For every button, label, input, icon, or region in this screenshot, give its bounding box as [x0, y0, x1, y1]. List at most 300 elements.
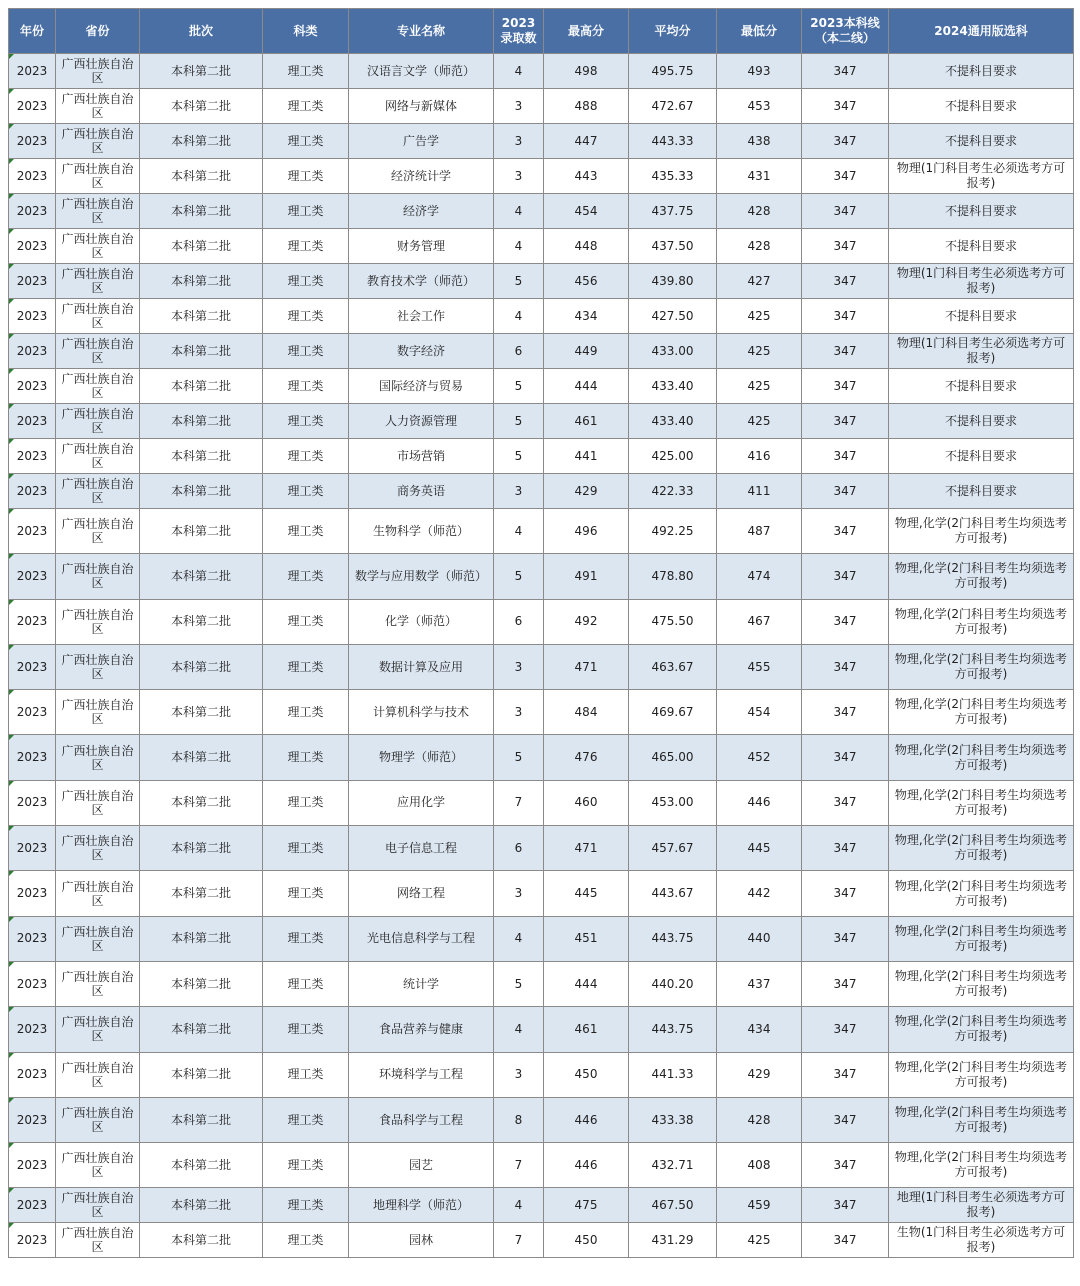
header-category: 科类: [263, 9, 349, 54]
cell-batch: 本科第二批: [140, 871, 263, 916]
table-row: [9, 1052, 1074, 1097]
cell-avg-score: 457.67: [629, 826, 717, 871]
header-avg-score: 平均分: [629, 9, 717, 54]
cell-category: 理工类: [263, 644, 349, 689]
cell-subject-requirement: 物理,化学(2门科目考生均须选考方可报考): [889, 509, 1074, 554]
cell-province: 广西壮族自治区: [56, 54, 140, 89]
cell-year: 2023: [9, 54, 56, 89]
cell-admitted-count: 5: [494, 439, 544, 474]
cell-admitted-count: 3: [494, 124, 544, 159]
cell-year: 2023: [9, 1143, 56, 1188]
table-row: [9, 439, 1074, 474]
cell-category: 理工类: [263, 1223, 349, 1258]
cell-cutoff-line: 347: [802, 961, 889, 1006]
cell-avg-score: 440.20: [629, 961, 717, 1006]
cell-year: 2023: [9, 735, 56, 780]
cell-province: 广西壮族自治区: [56, 159, 140, 194]
cell-major: 数据计算及应用: [349, 644, 494, 689]
cell-major: 人力资源管理: [349, 404, 494, 439]
cell-year: 2023: [9, 916, 56, 961]
cell-batch: 本科第二批: [140, 299, 263, 334]
table-row: [9, 159, 1074, 194]
cell-min-score: 425: [717, 404, 802, 439]
cell-max-score: 443: [544, 159, 629, 194]
cell-category: 理工类: [263, 1143, 349, 1188]
cell-avg-score: 492.25: [629, 509, 717, 554]
cell-subject-requirement: 物理(1门科目考生必须选考方可报考): [889, 159, 1074, 194]
cell-admitted-count: 7: [494, 1223, 544, 1258]
cell-major: 食品科学与工程: [349, 1097, 494, 1142]
cell-province: 广西壮族自治区: [56, 1007, 140, 1052]
cell-max-score: 488: [544, 89, 629, 124]
cell-category: 理工类: [263, 961, 349, 1006]
cell-year: 2023: [9, 1007, 56, 1052]
cell-cutoff-line: 347: [802, 439, 889, 474]
cell-category: 理工类: [263, 194, 349, 229]
cell-batch: 本科第二批: [140, 334, 263, 369]
cell-category: 理工类: [263, 916, 349, 961]
cell-avg-score: 425.00: [629, 439, 717, 474]
cell-avg-score: 441.33: [629, 1052, 717, 1097]
cell-max-score: 492: [544, 599, 629, 644]
cell-category: 理工类: [263, 369, 349, 404]
cell-major: 计算机科学与技术: [349, 690, 494, 735]
cell-avg-score: 433.00: [629, 334, 717, 369]
cell-batch: 本科第二批: [140, 826, 263, 871]
cell-cutoff-line: 347: [802, 1007, 889, 1052]
table-row: [9, 334, 1074, 369]
cell-cutoff-line: 347: [802, 89, 889, 124]
cell-max-score: 496: [544, 509, 629, 554]
cell-province: 广西壮族自治区: [56, 554, 140, 599]
cell-min-score: 474: [717, 554, 802, 599]
cell-admitted-count: 4: [494, 229, 544, 264]
cell-batch: 本科第二批: [140, 89, 263, 124]
cell-min-score: 453: [717, 89, 802, 124]
cell-province: 广西壮族自治区: [56, 961, 140, 1006]
cell-avg-score: 435.33: [629, 159, 717, 194]
cell-major: 环境科学与工程: [349, 1052, 494, 1097]
cell-category: 理工类: [263, 1052, 349, 1097]
cell-category: 理工类: [263, 1007, 349, 1052]
cell-category: 理工类: [263, 54, 349, 89]
cell-batch: 本科第二批: [140, 961, 263, 1006]
cell-subject-requirement: 物理,化学(2门科目考生均须选考方可报考): [889, 1007, 1074, 1052]
cell-batch: 本科第二批: [140, 735, 263, 780]
cell-max-score: 434: [544, 299, 629, 334]
cell-subject-requirement: 物理,化学(2门科目考生均须选考方可报考): [889, 690, 1074, 735]
cell-category: 理工类: [263, 735, 349, 780]
cell-cutoff-line: 347: [802, 264, 889, 299]
header-min-score: 最低分: [717, 9, 802, 54]
cell-subject-requirement: 物理(1门科目考生必须选考方可报考): [889, 264, 1074, 299]
cell-max-score: 454: [544, 194, 629, 229]
cell-admitted-count: 4: [494, 1188, 544, 1223]
cell-cutoff-line: 347: [802, 916, 889, 961]
cell-province: 广西壮族自治区: [56, 474, 140, 509]
cell-subject-requirement: 物理,化学(2门科目考生均须选考方可报考): [889, 826, 1074, 871]
cell-min-score: 455: [717, 644, 802, 689]
cell-min-score: 425: [717, 369, 802, 404]
table-row: [9, 871, 1074, 916]
cell-subject-requirement: 物理,化学(2门科目考生均须选考方可报考): [889, 644, 1074, 689]
cell-major: 商务英语: [349, 474, 494, 509]
header-province: 省份: [56, 9, 140, 54]
cell-year: 2023: [9, 229, 56, 264]
cell-max-score: 450: [544, 1052, 629, 1097]
cell-max-score: 446: [544, 1143, 629, 1188]
cell-major: 光电信息科学与工程: [349, 916, 494, 961]
cell-province: 广西壮族自治区: [56, 735, 140, 780]
cell-admitted-count: 3: [494, 871, 544, 916]
cell-year: 2023: [9, 1052, 56, 1097]
cell-max-score: 461: [544, 404, 629, 439]
header-cutoff-line: 2023本科线 （本二线）: [802, 9, 889, 54]
cell-min-score: 425: [717, 1223, 802, 1258]
cell-avg-score: 439.80: [629, 264, 717, 299]
cell-batch: 本科第二批: [140, 644, 263, 689]
cell-batch: 本科第二批: [140, 439, 263, 474]
cell-cutoff-line: 347: [802, 826, 889, 871]
cell-min-score: 493: [717, 54, 802, 89]
cell-year: 2023: [9, 780, 56, 825]
cell-category: 理工类: [263, 404, 349, 439]
table-row: [9, 916, 1074, 961]
cell-province: 广西壮族自治区: [56, 1097, 140, 1142]
cell-major: 国际经济与贸易: [349, 369, 494, 404]
cell-category: 理工类: [263, 780, 349, 825]
cell-subject-requirement: 物理,化学(2门科目考生均须选考方可报考): [889, 735, 1074, 780]
cell-year: 2023: [9, 474, 56, 509]
cell-year: 2023: [9, 961, 56, 1006]
cell-min-score: 425: [717, 334, 802, 369]
header-batch: 批次: [140, 9, 263, 54]
table-row: [9, 599, 1074, 644]
cell-category: 理工类: [263, 1097, 349, 1142]
cell-major: 汉语言文学（师范）: [349, 54, 494, 89]
cell-avg-score: 443.33: [629, 124, 717, 159]
cell-batch: 本科第二批: [140, 916, 263, 961]
cell-batch: 本科第二批: [140, 474, 263, 509]
cell-max-score: 429: [544, 474, 629, 509]
cell-min-score: 431: [717, 159, 802, 194]
cell-max-score: 445: [544, 871, 629, 916]
cell-province: 广西壮族自治区: [56, 1188, 140, 1223]
cell-major: 食品营养与健康: [349, 1007, 494, 1052]
cell-admitted-count: 8: [494, 1097, 544, 1142]
cell-subject-requirement: 物理,化学(2门科目考生均须选考方可报考): [889, 916, 1074, 961]
cell-min-score: 487: [717, 509, 802, 554]
cell-admitted-count: 4: [494, 54, 544, 89]
cell-max-score: 451: [544, 916, 629, 961]
table-row: [9, 644, 1074, 689]
cell-min-score: 438: [717, 124, 802, 159]
cell-year: 2023: [9, 404, 56, 439]
cell-avg-score: 463.67: [629, 644, 717, 689]
table-row: [9, 961, 1074, 1006]
cell-major: 园林: [349, 1223, 494, 1258]
table-row: [9, 369, 1074, 404]
cell-major: 园艺: [349, 1143, 494, 1188]
cell-major: 统计学: [349, 961, 494, 1006]
cell-province: 广西壮族自治区: [56, 644, 140, 689]
table-row: [9, 229, 1074, 264]
cell-min-score: 428: [717, 1097, 802, 1142]
cell-max-score: 447: [544, 124, 629, 159]
cell-subject-requirement: 不提科目要求: [889, 404, 1074, 439]
cell-category: 理工类: [263, 690, 349, 735]
cell-major: 化学（师范）: [349, 599, 494, 644]
cell-min-score: 429: [717, 1052, 802, 1097]
admission-table-container: [8, 8, 1073, 1258]
cell-cutoff-line: 347: [802, 54, 889, 89]
cell-major: 网络工程: [349, 871, 494, 916]
cell-category: 理工类: [263, 826, 349, 871]
cell-province: 广西壮族自治区: [56, 1143, 140, 1188]
cell-province: 广西壮族自治区: [56, 369, 140, 404]
cell-year: 2023: [9, 124, 56, 159]
cell-category: 理工类: [263, 439, 349, 474]
cell-category: 理工类: [263, 229, 349, 264]
cell-year: 2023: [9, 690, 56, 735]
cell-batch: 本科第二批: [140, 780, 263, 825]
cell-avg-score: 427.50: [629, 299, 717, 334]
cell-avg-score: 432.71: [629, 1143, 717, 1188]
cell-cutoff-line: 347: [802, 644, 889, 689]
cell-admitted-count: 5: [494, 554, 544, 599]
cell-cutoff-line: 347: [802, 194, 889, 229]
cell-admitted-count: 4: [494, 509, 544, 554]
cell-year: 2023: [9, 89, 56, 124]
cell-batch: 本科第二批: [140, 264, 263, 299]
cell-admitted-count: 4: [494, 299, 544, 334]
cell-avg-score: 472.67: [629, 89, 717, 124]
cell-major: 数字经济: [349, 334, 494, 369]
cell-subject-requirement: 生物(1门科目考生必须选考方可报考): [889, 1223, 1074, 1258]
cell-subject-requirement: 物理,化学(2门科目考生均须选考方可报考): [889, 1097, 1074, 1142]
header-subject-requirement: 2024通用版选科: [889, 9, 1074, 54]
cell-cutoff-line: 347: [802, 1223, 889, 1258]
table-header: [9, 9, 1074, 54]
cell-year: 2023: [9, 369, 56, 404]
cell-subject-requirement: 物理,化学(2门科目考生均须选考方可报考): [889, 780, 1074, 825]
cell-admitted-count: 3: [494, 89, 544, 124]
header-year: 年份: [9, 9, 56, 54]
cell-province: 广西壮族自治区: [56, 439, 140, 474]
table-body: [9, 54, 1074, 1258]
cell-cutoff-line: 347: [802, 599, 889, 644]
cell-category: 理工类: [263, 599, 349, 644]
cell-admitted-count: 3: [494, 159, 544, 194]
cell-max-score: 441: [544, 439, 629, 474]
cell-min-score: 428: [717, 194, 802, 229]
cell-category: 理工类: [263, 554, 349, 599]
cell-province: 广西壮族自治区: [56, 871, 140, 916]
cell-category: 理工类: [263, 124, 349, 159]
cell-batch: 本科第二批: [140, 159, 263, 194]
table-row: [9, 1223, 1074, 1258]
cell-max-score: 444: [544, 369, 629, 404]
table-row: [9, 554, 1074, 599]
cell-min-score: 428: [717, 229, 802, 264]
cell-admitted-count: 4: [494, 1007, 544, 1052]
cell-cutoff-line: 347: [802, 1097, 889, 1142]
cell-province: 广西壮族自治区: [56, 1223, 140, 1258]
cell-year: 2023: [9, 439, 56, 474]
cell-major: 财务管理: [349, 229, 494, 264]
header-row: [9, 9, 1074, 54]
cell-subject-requirement: 不提科目要求: [889, 124, 1074, 159]
cell-admitted-count: 3: [494, 1052, 544, 1097]
cell-batch: 本科第二批: [140, 1052, 263, 1097]
cell-batch: 本科第二批: [140, 194, 263, 229]
cell-min-score: 427: [717, 264, 802, 299]
cell-batch: 本科第二批: [140, 1223, 263, 1258]
cell-subject-requirement: 物理,化学(2门科目考生均须选考方可报考): [889, 554, 1074, 599]
cell-province: 广西壮族自治区: [56, 124, 140, 159]
cell-avg-score: 478.80: [629, 554, 717, 599]
cell-admitted-count: 7: [494, 1143, 544, 1188]
cell-avg-score: 433.40: [629, 404, 717, 439]
table-row: [9, 509, 1074, 554]
cell-subject-requirement: 物理,化学(2门科目考生均须选考方可报考): [889, 1143, 1074, 1188]
cell-batch: 本科第二批: [140, 404, 263, 439]
cell-major: 市场营销: [349, 439, 494, 474]
cell-avg-score: 443.75: [629, 1007, 717, 1052]
cell-major: 数学与应用数学（师范）: [349, 554, 494, 599]
cell-avg-score: 437.75: [629, 194, 717, 229]
cell-subject-requirement: 不提科目要求: [889, 194, 1074, 229]
cell-admitted-count: 5: [494, 404, 544, 439]
cell-cutoff-line: 347: [802, 229, 889, 264]
cell-max-score: 449: [544, 334, 629, 369]
admission-score-table: [8, 8, 1074, 1258]
cell-subject-requirement: 地理(1门科目考生必须选考方可报考): [889, 1188, 1074, 1223]
cell-avg-score: 467.50: [629, 1188, 717, 1223]
cell-cutoff-line: 347: [802, 299, 889, 334]
cell-year: 2023: [9, 194, 56, 229]
cell-cutoff-line: 347: [802, 369, 889, 404]
cell-admitted-count: 3: [494, 474, 544, 509]
cell-avg-score: 433.38: [629, 1097, 717, 1142]
cell-cutoff-line: 347: [802, 1143, 889, 1188]
cell-admitted-count: 5: [494, 264, 544, 299]
cell-category: 理工类: [263, 334, 349, 369]
cell-province: 广西壮族自治区: [56, 264, 140, 299]
cell-province: 广西壮族自治区: [56, 509, 140, 554]
cell-major: 生物科学（师范）: [349, 509, 494, 554]
table-row: [9, 1007, 1074, 1052]
cell-subject-requirement: 不提科目要求: [889, 474, 1074, 509]
cell-max-score: 491: [544, 554, 629, 599]
cell-cutoff-line: 347: [802, 780, 889, 825]
cell-batch: 本科第二批: [140, 599, 263, 644]
cell-admitted-count: 5: [494, 369, 544, 404]
cell-max-score: 460: [544, 780, 629, 825]
cell-min-score: 445: [717, 826, 802, 871]
cell-cutoff-line: 347: [802, 159, 889, 194]
cell-cutoff-line: 347: [802, 1052, 889, 1097]
cell-batch: 本科第二批: [140, 554, 263, 599]
cell-year: 2023: [9, 871, 56, 916]
cell-subject-requirement: 不提科目要求: [889, 369, 1074, 404]
cell-min-score: 425: [717, 299, 802, 334]
cell-min-score: 442: [717, 871, 802, 916]
table-row: [9, 89, 1074, 124]
cell-batch: 本科第二批: [140, 1143, 263, 1188]
table-row: [9, 826, 1074, 871]
table-row: [9, 690, 1074, 735]
cell-min-score: 434: [717, 1007, 802, 1052]
cell-subject-requirement: 不提科目要求: [889, 229, 1074, 264]
cell-subject-requirement: 不提科目要求: [889, 89, 1074, 124]
cell-province: 广西壮族自治区: [56, 89, 140, 124]
table-row: [9, 54, 1074, 89]
cell-major: 教育技术学（师范）: [349, 264, 494, 299]
cell-province: 广西壮族自治区: [56, 780, 140, 825]
cell-province: 广西壮族自治区: [56, 916, 140, 961]
cell-avg-score: 443.75: [629, 916, 717, 961]
cell-min-score: 459: [717, 1188, 802, 1223]
cell-min-score: 467: [717, 599, 802, 644]
cell-avg-score: 453.00: [629, 780, 717, 825]
table-row: [9, 1143, 1074, 1188]
cell-category: 理工类: [263, 264, 349, 299]
table-row: [9, 735, 1074, 780]
header-max-score: 最高分: [544, 9, 629, 54]
cell-subject-requirement: 物理(1门科目考生必须选考方可报考): [889, 334, 1074, 369]
cell-max-score: 498: [544, 54, 629, 89]
cell-max-score: 446: [544, 1097, 629, 1142]
cell-major: 经济学: [349, 194, 494, 229]
cell-year: 2023: [9, 509, 56, 554]
cell-batch: 本科第二批: [140, 509, 263, 554]
cell-max-score: 476: [544, 735, 629, 780]
cell-max-score: 475: [544, 1188, 629, 1223]
cell-cutoff-line: 347: [802, 404, 889, 439]
cell-year: 2023: [9, 554, 56, 599]
cell-year: 2023: [9, 1188, 56, 1223]
cell-year: 2023: [9, 334, 56, 369]
cell-category: 理工类: [263, 159, 349, 194]
cell-major: 电子信息工程: [349, 826, 494, 871]
cell-batch: 本科第二批: [140, 1097, 263, 1142]
cell-province: 广西壮族自治区: [56, 334, 140, 369]
cell-admitted-count: 6: [494, 599, 544, 644]
table-row: [9, 404, 1074, 439]
cell-batch: 本科第二批: [140, 690, 263, 735]
cell-year: 2023: [9, 299, 56, 334]
cell-cutoff-line: 347: [802, 509, 889, 554]
cell-avg-score: 469.67: [629, 690, 717, 735]
cell-cutoff-line: 347: [802, 334, 889, 369]
cell-province: 广西壮族自治区: [56, 1052, 140, 1097]
cell-year: 2023: [9, 599, 56, 644]
cell-province: 广西壮族自治区: [56, 404, 140, 439]
cell-province: 广西壮族自治区: [56, 299, 140, 334]
table-row: [9, 124, 1074, 159]
table-row: [9, 194, 1074, 229]
cell-cutoff-line: 347: [802, 554, 889, 599]
cell-avg-score: 475.50: [629, 599, 717, 644]
cell-admitted-count: 5: [494, 961, 544, 1006]
cell-max-score: 484: [544, 690, 629, 735]
cell-min-score: 440: [717, 916, 802, 961]
cell-category: 理工类: [263, 1188, 349, 1223]
cell-avg-score: 433.40: [629, 369, 717, 404]
header-admitted-count: 2023 录取数: [494, 9, 544, 54]
cell-min-score: 411: [717, 474, 802, 509]
